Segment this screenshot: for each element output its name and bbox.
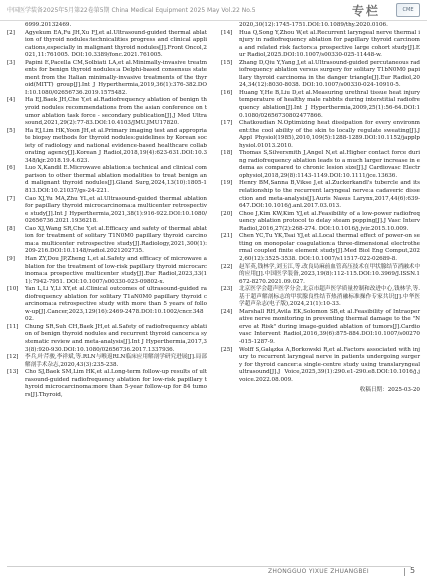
reference-number: [25] bbox=[221, 346, 233, 353]
reference-text: Choe J,Kim KW,Kim YJ,et al.Feasibility of a low-power radiofrequency ablation protocol to delay steam popping[J].J Vasc Interv Radiol,2016,27(2):268-274. DOI:10.1016/j.jvir.2015.10.009. bbox=[239, 210, 420, 232]
reference-number: [6] bbox=[7, 165, 15, 172]
reference-text: Chung SR,Suh CH,Baek JH,et al.Safety of radiofrequency ablation of benign thyroid nodules and recurrent thyroid cancers:a systematic review and meta-analysis[J].Int J Hyperthermia,2017,33(8):920-930.DOI:10.1080/02656736.2017.1337936. bbox=[25, 323, 207, 353]
reference-number: [10] bbox=[7, 286, 19, 293]
reference-item bbox=[221, 180, 420, 210]
reference-item bbox=[7, 286, 207, 324]
journal-pinyin-name: ZHONGGUO YIXUE ZHUANGBEI bbox=[268, 568, 369, 575]
reference-text: Zhang D,Qiu Y,Yang J,et al.Ultrasound-guided percutaneous radiofrequency ablation versus surgery for solitary T1bN0M0 papillary thyroid carcinoma in the danger triangle[J].Eur Radiol,2024,34(12):8030-8038. DOI:10.1007/s00330-024-10910-5. bbox=[239, 59, 420, 89]
reference-continuation: 6999.20132469. bbox=[25, 22, 72, 28]
section-label: 专栏 bbox=[352, 4, 381, 18]
reference-item bbox=[221, 211, 420, 234]
reference-item bbox=[221, 90, 420, 120]
reference-number: [21] bbox=[221, 233, 233, 240]
reference-item bbox=[7, 369, 207, 399]
reference-number: [13] bbox=[7, 369, 19, 376]
reference-item bbox=[7, 97, 207, 127]
reference-item bbox=[7, 324, 207, 354]
reference-text: Ha EJ,Lim HK,Yoon JH,et al.Primary imaging test and appropriate biopsy methods for thyroid nodules:guidelines by Korean society of radiology and national evidence-based healthcare collaborating agency[J].Korean J Radiol,2018,19(4):623-631.DOI:10.3348/kjr.2018.19.4.623. bbox=[25, 127, 207, 164]
reference-item bbox=[221, 30, 420, 60]
reference-item bbox=[7, 226, 207, 256]
reference-text: Wolff S,Gałązka A,Borkowski R,et al.Factors associated with injury to recurrent laryngeal nerve in patients undergoing surgery for thyroid cancer:a single-centre study using translaryngeal ultrasound[J].J Voice,2025,39(1):290.e1-290.e8.DOI:10.1016/j.jvoice.2022.08.009. bbox=[239, 346, 420, 383]
reference-number: [15] bbox=[221, 59, 233, 66]
reference-text: Luo X,Kandil E.Microwave ablation:a technical and clinical comparison to other thermal ablation modalities to treat benign and malignant thyroid nodules[J].Gland Surg,2024,13(10):1805-1813.DOI:10.21037/gs-24-221. bbox=[25, 165, 207, 195]
reference-item bbox=[221, 347, 420, 385]
reference-text: 北京医学会超声医学分会,北京市超声医学质量控制和改进中心,钱林学,等.基于超声解剖标志的甲状腺良性结节热消融标准操作专家共识[J].中华医学超声杂志(电子版),2024,21(1):10-33. bbox=[239, 286, 420, 308]
footer-separator bbox=[404, 568, 405, 576]
reference-text: Agyekum EA,Fu JH,Xu FJ,et al.Ultrasound-guided thermal ablation of thyroid nodules:technicalities progress and clinical applications,especially in malignant thyroid nodules[J].Front Oncol,2021,11:761005. DOI:10.3389/fonc.2021.761005. bbox=[25, 29, 207, 59]
reference-text: Cho SJ,Baek SM,Lim HK,et al.Long-term follow-up results of ultrasound-guided radiofrequency ablation for low-risk papillary thyroid microcarcinoma:more than 5-year follow-up for 84 tumors[J].Thyroid, bbox=[25, 369, 207, 398]
journal-logo bbox=[396, 3, 420, 17]
reference-text: Marshall RH,Avila EK,Solomon SB,et al.Feasibility of Intraoperative nerve monitoring in preventing thermal damage to the "Nerve at Risk" during image-guided ablation of tumors[J].Cardiovasc Intervent Radiol,2016,39(6):875-884.DOI:10.1007/s00270-015-1287-9. bbox=[239, 308, 420, 345]
page-footer bbox=[0, 563, 427, 579]
reference-item bbox=[7, 196, 207, 226]
reference-number: [23] bbox=[221, 286, 233, 293]
reference-number: [18] bbox=[221, 150, 233, 157]
reference-text: Cao XJ,Yu MA,Zhu YL,et al.Ultrasound-guided thermal ablation for papillary thyroid microcarcinoma:a multicenter retrospective study[J].Int J Hyperthermia,2021,38(1):916-922.DOI:10.1080/02656736.2021.1936218. bbox=[25, 195, 207, 225]
reference-text: Chatkoudian N.Optimizing heat dissipation for every environment:the cool ability of the skin to locally regulate sweating[J].J Appl Physiol(1985),2010,109(5):1288-1289.DOI:10.1152/japplphysiol.01013.2010. bbox=[239, 120, 420, 149]
reference-item bbox=[221, 233, 420, 263]
reference-number: [8] bbox=[7, 225, 15, 232]
reference-text: Han ZY,Dou JP,Zheng L,et al.Safety and efficacy of microwave ablation for the treatment of low-risk papillary thyroid microcarcinoma:a prospective multicenter study[J].Eur Radiol,2023,33(11):7942-7951. DOI:10.1007/s00330-023-09802-x. bbox=[25, 255, 207, 285]
reference-item bbox=[221, 150, 420, 180]
reference-continuation: 2020,30(12):1745-1751.DOI:10.1089/thy.2020.0106. bbox=[239, 22, 388, 28]
reference-text: 李兵,叶芹骏,李祥斌,等.RLN与喉返RLN临床应用解剖学研究进展[J].局部解剖手术杂志,2020,43(3):235-238. bbox=[25, 354, 207, 368]
reference-text: Hua Q,Song Y,Zhou W,et al.Recurrent laryngeal nerve thermal injury in radiofrequency ablation for papillary thyroid carcinoma and related risk factors:a prospective large cohort study[J].Eur Radiol,2025.DOI:10.1007/s00330-025-11448-w. bbox=[239, 29, 420, 59]
reference-number: [12] bbox=[7, 354, 19, 361]
footer-rule bbox=[7, 566, 411, 567]
reference-number: [4] bbox=[7, 97, 15, 104]
reference-number: [3] bbox=[7, 59, 15, 66]
reference-number: [17] bbox=[221, 120, 233, 127]
reference-number: [24] bbox=[221, 308, 233, 315]
reference-item bbox=[7, 60, 207, 98]
reference-item bbox=[7, 354, 207, 369]
reference-text: Thomas S,Silversmith J,Angel N,et al.Higher contact force during radiofrequency ablation leads to a much larger increase in edema as compared to chronic lesion size[J].J Cardiovasc Electrophysiol,2018,29(8):1143-1149.DOI:10.1111/jce.13636. bbox=[239, 150, 420, 179]
reference-number: [9] bbox=[7, 255, 15, 262]
logo-text: CME bbox=[402, 7, 414, 13]
reference-number: [5] bbox=[7, 127, 15, 134]
reference-item bbox=[221, 286, 420, 309]
reference-number: [11] bbox=[7, 323, 19, 330]
received-date: 收稿日期：2025-03-20 bbox=[359, 387, 420, 394]
reference-text: Papini E,Pacella CM,Solbiati LA,et al.Minimally-invasive treatments for benign thyroid nodules:a Delphi-based consensus statement from the Italian minimally-invasive treatments of the thyroid(MITT) group[J].Int J Hyperthermia,2019,36(1):376-382.DOI:10.1080/02656736.2019.1575482. bbox=[25, 59, 207, 96]
page-number: 5 bbox=[410, 566, 416, 575]
reference-text: Chen YC,Tu YK,Tsai YJ,et al.Local thermal effect of power-on setting on monopolar coagulation:a three-dimensional electrothermal coupled finite element study[J].Med Biol Eng Comput,2022,60(12):3525-3538. DOI:10.1007/s11517-022-02689-8. bbox=[239, 233, 420, 262]
reference-text: Cao XJ,Wang SR,Che Y,et al.Efficacy and safety of thermal ablation for treatment of solitary T1N0M0 papillary thyroid carcinoma:a multicenter retrospective study[J].Radiology,2021,300(1):209-216.DOI:10.1148/radiol.2021202735. bbox=[25, 225, 207, 255]
reference-item bbox=[7, 128, 207, 166]
reference-item bbox=[221, 309, 420, 347]
reference-number: [14] bbox=[221, 29, 233, 36]
reference-item bbox=[221, 264, 420, 287]
reference-text: Henry BM,Sanna B,Vikse J,et al.Zuckerkandl's tubercle and its relationship to the recurrent laryngeal nerve:a cadaveric dissection and meta-analysis[J].Auris Nasus Larynx,2017,44(6):639-647.DOI:10.1016/j.anl.2017.03.013. bbox=[239, 180, 420, 210]
reference-number: [2] bbox=[7, 29, 15, 36]
reference-number: [19] bbox=[221, 180, 233, 187]
journal-title: 中国医学装备2025年5月第22卷第5期 China Medical Equipment 2025 May Vol.22 No.5 bbox=[7, 7, 256, 14]
reference-text: 赵军英,钱林学,刘玉江,等.改良局麻前血管高压技术在甲状腺结节消融术中的应用[J].中国医学装备,2023,19(8):112-115.DOI:10.3969/J.ISSN.1672-8270.2021.09.027. bbox=[239, 263, 420, 285]
reference-text: Ha EJ,Baek JH,Che Y,et al.Radiofrequency ablation of benign thyroid nodules recommendations from the asian conference on tumor ablation task force - secondary publication[J].J Med Ultrasound,2021,29(2):77-83.DOI:10.4103/JMU.JMU17820. bbox=[25, 97, 207, 127]
reference-number: [16] bbox=[221, 89, 233, 96]
reference-number: [22] bbox=[221, 263, 233, 270]
reference-text: Yan L,Li Y,Li XY,et al.Clinical outcomes of ultrasound-guided radiofrequency ablation for solitary T1aN0M0 papillary thyroid carcinoma:a retrospective study with more than 5 years of follow-up[J].Cancer,2023,129(16):2469-2478.DOI:10.1002/cncr.34802. bbox=[25, 286, 207, 323]
references-right-column bbox=[221, 22, 420, 395]
reference-item bbox=[221, 120, 420, 150]
references-left-column bbox=[7, 22, 207, 399]
reference-text: Huang Y,He B,Liu D,et al.Measuring urethral tissue heat injury temperature of healthy male rabbits during interstitial radiofrequency ablation[J].Int J Hyperthermia,2009,25(1):56-64.DOI:10.1080/02656730802477866. bbox=[239, 89, 420, 119]
page-header bbox=[0, 0, 427, 21]
reference-number: [7] bbox=[7, 195, 15, 202]
reference-item bbox=[7, 30, 207, 60]
reference-item bbox=[221, 60, 420, 90]
reference-number: [20] bbox=[221, 210, 233, 217]
reference-item bbox=[7, 256, 207, 286]
reference-item bbox=[7, 165, 207, 195]
